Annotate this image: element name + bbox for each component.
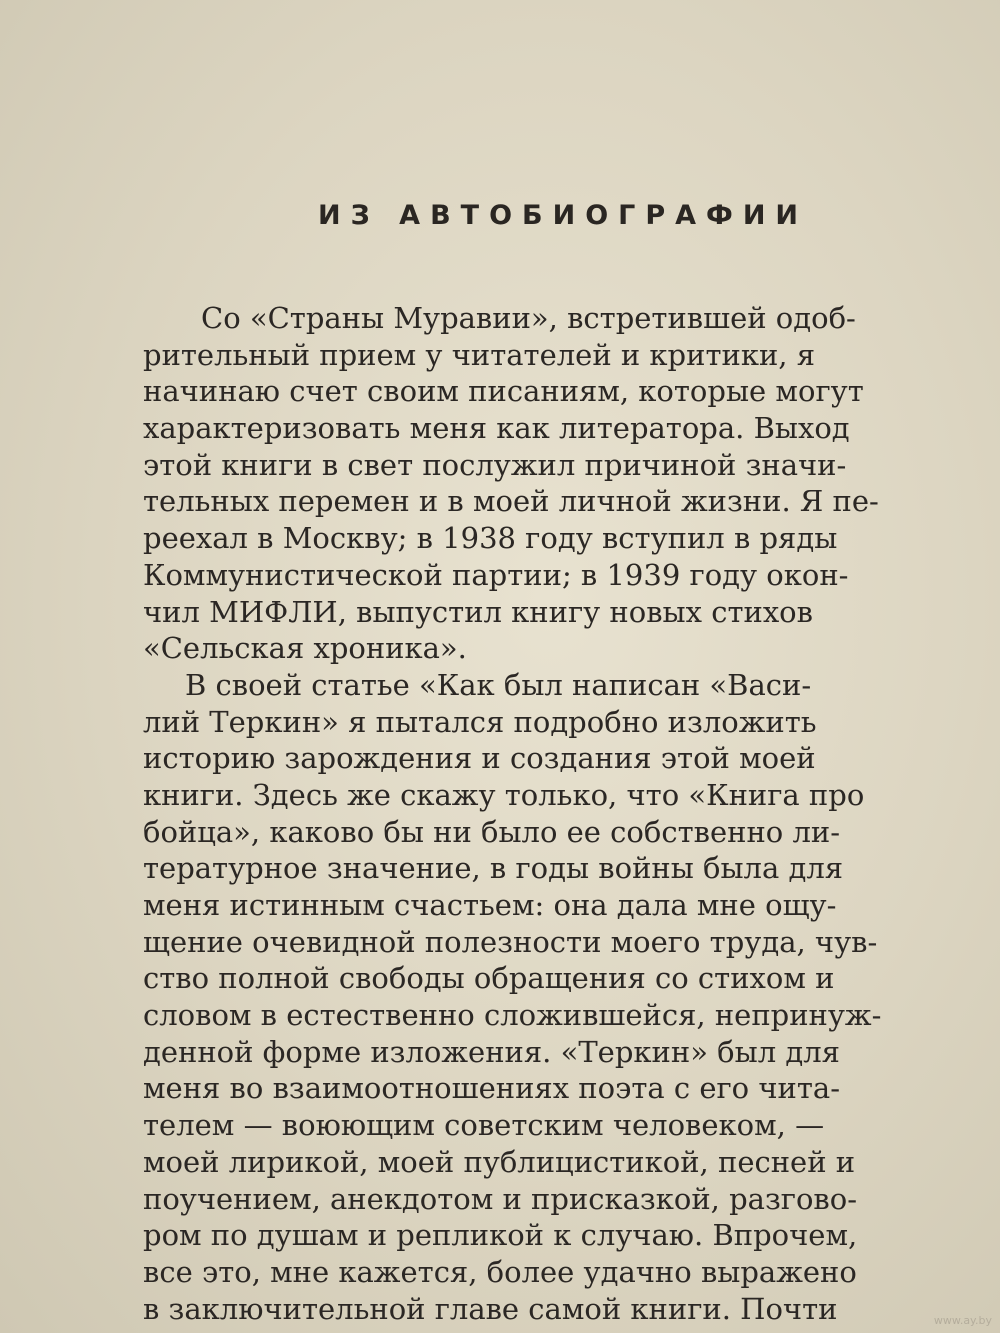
text-line: «Сельская хроника». xyxy=(143,631,467,666)
text-line: лий Теркин» я пытался подробно изложить xyxy=(143,704,817,739)
text-line: начинаю счет своим писаниям, которые могут xyxy=(143,374,864,409)
text-line: тературное значение, в годы войны была для xyxy=(143,851,844,886)
text-line: Со «Страны Муравии», встретившей одоб- xyxy=(201,301,856,335)
text-line: реехал в Москву; в 1938 году вступил в ряды xyxy=(143,521,838,556)
text-line: бойца», каково бы ни было ее собственно ли- xyxy=(143,814,841,849)
text-line: телем — воюющим советским человеком, — xyxy=(143,1108,825,1143)
chapter-heading: ИЗ АВТОБИОГРАФИИ xyxy=(318,200,809,231)
text-line: чил МИФЛИ, выпустил книгу новых стихов xyxy=(143,594,813,629)
text-line: моей лирикой, моей публицистикой, песней и xyxy=(143,1144,856,1179)
text-line: Коммунистической партии; в 1939 году окон- xyxy=(143,557,849,592)
text-line: меня истинным счастьем: она дала мне ощу- xyxy=(143,888,837,922)
body-text xyxy=(143,300,923,1327)
text-line: книги. Здесь же скажу только, что «Книга про xyxy=(143,777,865,812)
text-line: этой книги в свет послужил причиной значи- xyxy=(143,447,847,482)
text-line: тельных перемен и в моей личной жизни. Я пе- xyxy=(143,484,879,519)
text-line: денной форме изложения. «Теркин» был для xyxy=(143,1034,840,1069)
text-line: характеризовать меня как литератора. Выход xyxy=(143,411,850,446)
text-line: в заключительной главе самой книги. Почти xyxy=(143,1291,838,1326)
text-line: В своей статье «Как был написан «Васи- xyxy=(185,667,812,702)
text-line: ром по душам и репликой к случаю. Впрочем, xyxy=(143,1218,858,1253)
text-line: рительный прием у читателей и критики, я xyxy=(143,337,815,372)
text-line: поучением, анекдотом и присказкой, разгово- xyxy=(143,1181,857,1216)
text-line: щение очевидной полезности моего труда, чув- xyxy=(143,924,878,959)
text-line: ство полной свободы обращения со стихом и xyxy=(143,961,835,996)
text-line: словом в естественно сложившейся, непринуж- xyxy=(143,998,882,1033)
text-line: меня во взаимоотношениях поэта с его чита- xyxy=(143,1071,840,1106)
text-line: все это, мне кажется, более удачно выражено xyxy=(143,1254,857,1289)
text-line: историю зарождения и создания этой моей xyxy=(143,741,816,776)
paragraph-1 xyxy=(143,300,923,667)
paragraph-2 xyxy=(143,667,923,1327)
site-watermark: www.ay.by xyxy=(933,1314,992,1327)
